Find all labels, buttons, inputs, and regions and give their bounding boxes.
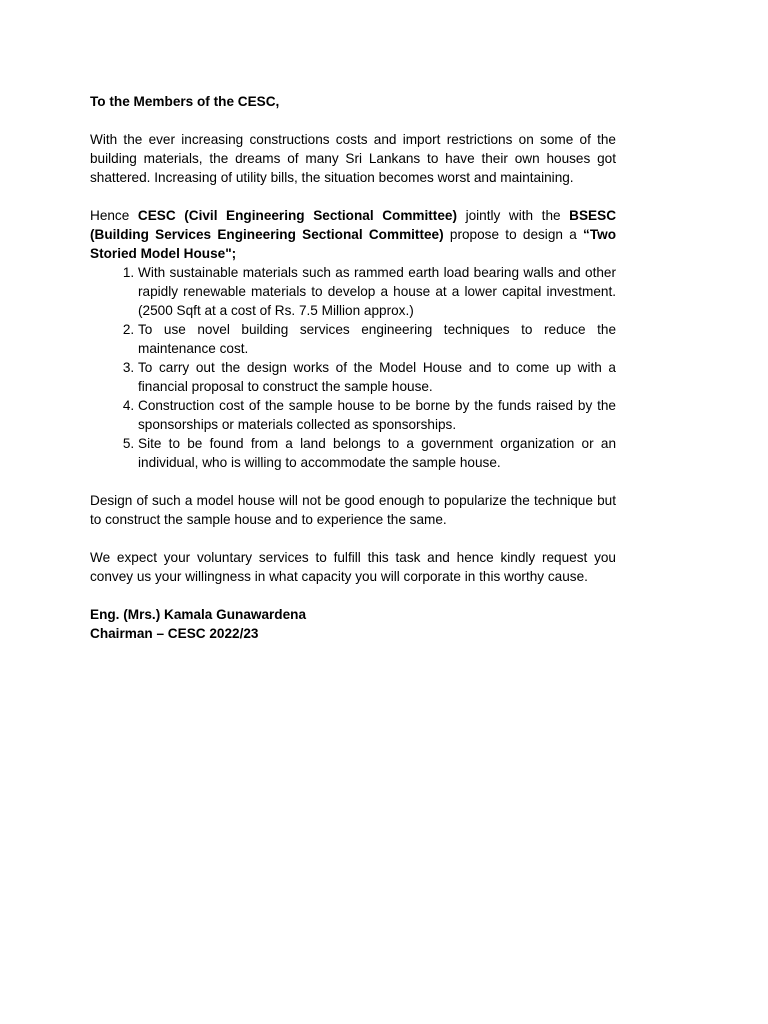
list-item: 5. Site to be found from a land belongs to a government organization or an individual, who is willing to accommodate the sample house.	[138, 434, 616, 472]
proposal-intro-text-1: Hence	[90, 208, 138, 223]
list-item: 2. To use novel building services engineering techniques to reduce the maintenance cost.	[138, 320, 616, 358]
bsesc-name: BSESC (Building Services Engineering Sectional Committee)	[90, 208, 617, 242]
list-item: 1. With sustainable materials such as rammed earth load bearing walls and other rapidly renewable materials to develop a house at a lower capital investment. (2500 Sqft at a cost of Rs. 7.5 Million approx.)	[138, 263, 616, 320]
salutation: To the Members of the CESC,	[90, 94, 280, 109]
list-item: 4. Construction cost of the sample house to be borne by the funds raised by the sponsorships or materials collected as sponsorships.	[138, 396, 616, 434]
proposal-list	[90, 263, 616, 472]
request-paragraph: We expect your voluntary services to fulfill this task and hence kindly request you convey us your willingness in what capacity you will corporate in this worthy cause.	[90, 550, 616, 584]
signatory-name: Eng. (Mrs.) Kamala Gunawardena	[90, 607, 307, 622]
model-house-title: “Two Storied Model House";	[90, 227, 617, 261]
list-item: 3. To carry out the design works of the Model House and to come up with a financial proposal to construct the sample house.	[138, 358, 616, 396]
proposal-intro-text-2: jointly with the	[457, 208, 570, 223]
proposal-intro-text-3: propose to design a	[443, 227, 584, 242]
proposal-intro-paragraph	[90, 206, 616, 263]
letter-body	[90, 92, 616, 643]
intro-paragraph: With the ever increasing constructions costs and import restrictions on some of the building materials, the dreams of many Sri Lankans to have their own houses got shattered. Increasing of utility bills, the situation becomes worst and maintaining.	[90, 132, 616, 185]
signatory-title: Chairman – CESC 2022/23	[90, 626, 259, 641]
cesc-name: CESC (Civil Engineering Sectional Committee)	[137, 208, 457, 223]
design-note-paragraph: Design of such a model house will not be good enough to popularize the technique but to construct the sample house and to experience the same.	[90, 493, 616, 527]
